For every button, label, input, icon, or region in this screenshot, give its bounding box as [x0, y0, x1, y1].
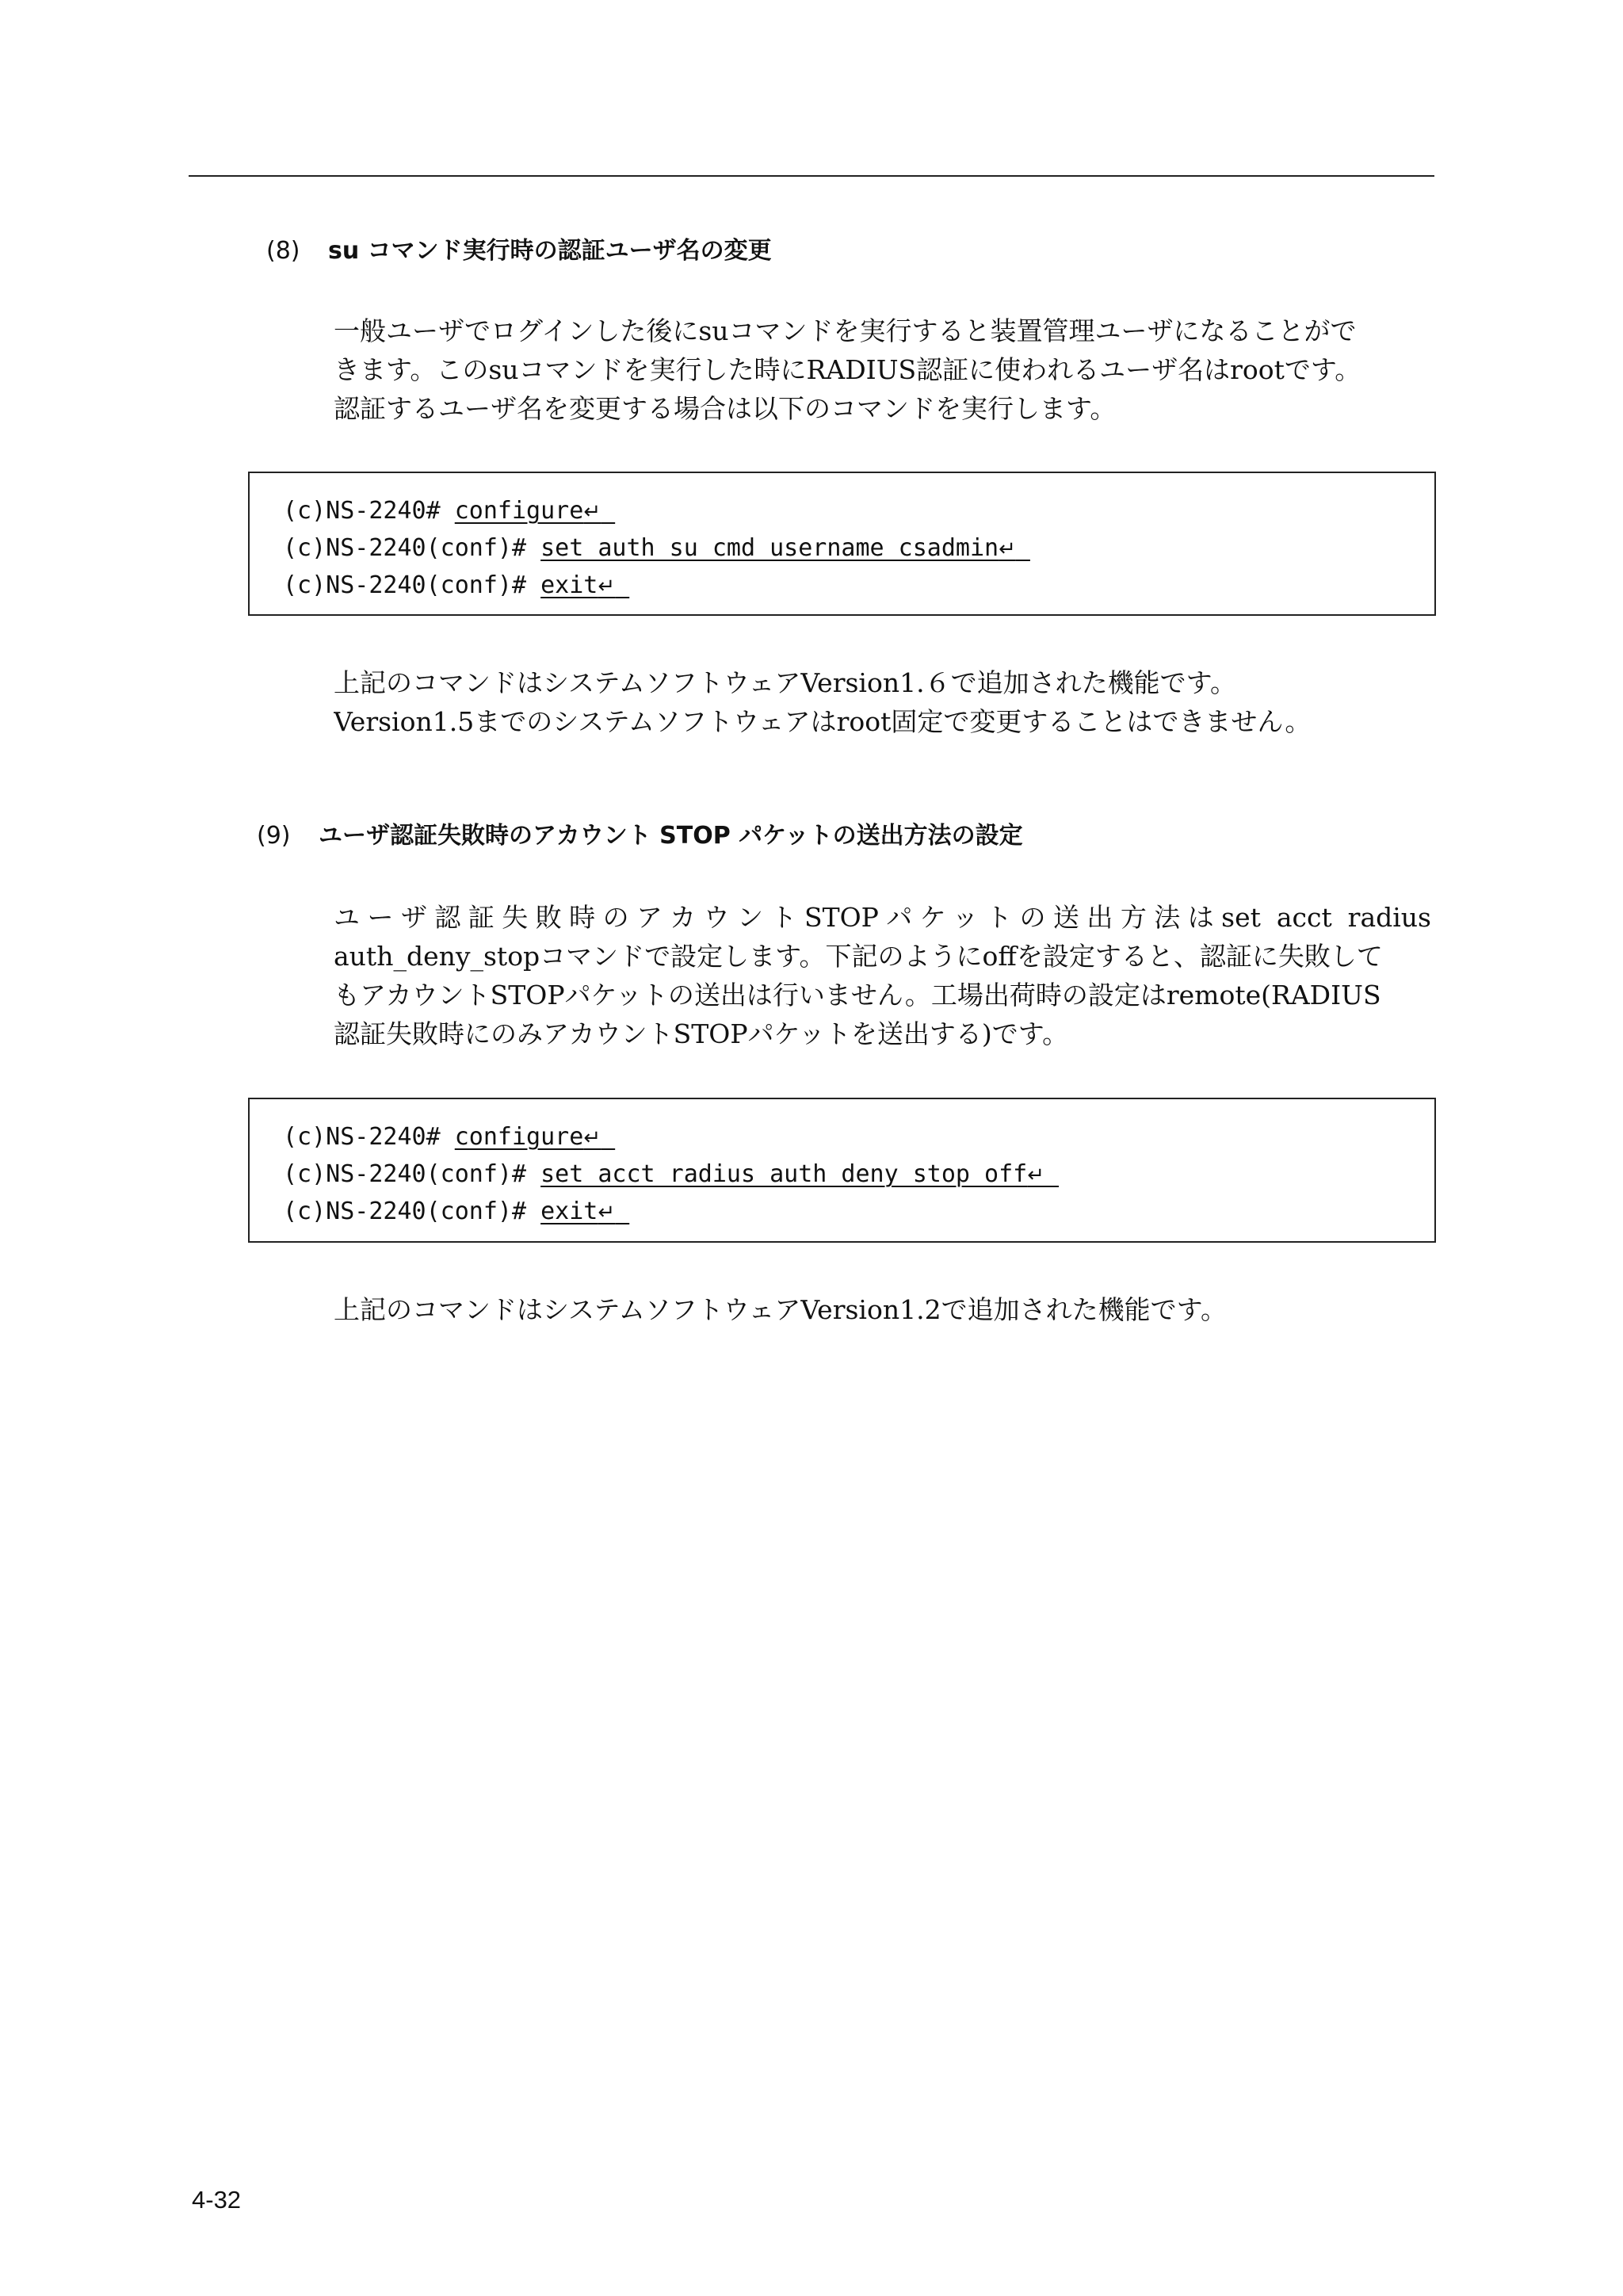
command-prompt: (c)NS-2240(conf)#	[283, 1160, 541, 1188]
section-8-paragraph	[334, 311, 1431, 428]
paragraph-line: きます。このsuコマンドを実行した時にRADIUS認証に使われるユーザ名はrootです。	[334, 354, 1361, 385]
section-8-title: su コマンド実行時の認証ユーザ名の変更	[328, 237, 772, 265]
paragraph-line: 一般ユーザでログインした後にsuコマンドを実行すると装置管理ユーザになることがで	[334, 315, 1357, 346]
command-line	[283, 567, 1434, 604]
note-line: 上記のコマンドはシステムソフトウェアVersion1.６で追加された機能です。	[334, 667, 1236, 698]
enter-icon: ↵	[1027, 1163, 1044, 1187]
section-8-note	[334, 663, 1431, 741]
command-text: configure	[454, 1123, 584, 1151]
section-9-note	[334, 1290, 1431, 1329]
command-text: configure	[454, 497, 584, 525]
section-8-heading	[266, 239, 772, 263]
enter-icon: ↵	[583, 1126, 601, 1150]
paragraph-line: ユーザ認証失敗時のアカウントSTOPパケットの送出方法はset acct radius	[334, 902, 1431, 933]
note-line: Version1.5までのシステムソフトウェアはroot固定で変更することはできません。	[334, 706, 1312, 737]
section-9-title: ユーザ認証失敗時のアカウント STOP パケットの送出方法の設定	[319, 822, 1023, 850]
enter-icon: ↵	[583, 500, 601, 524]
page-number: 4-32	[192, 2186, 242, 2214]
enter-icon: ↵	[598, 1201, 616, 1224]
command-text: set acct radius auth_deny_stop off	[540, 1160, 1028, 1188]
command-line	[283, 492, 1434, 529]
paragraph-line: もアカウントSTOPパケットの送出は行いません。工場出荷時の設定はremote(RADIUS	[334, 980, 1381, 1010]
header-rule	[189, 175, 1434, 177]
command-text: exit	[540, 571, 598, 599]
enter-icon: ↵	[999, 537, 1016, 561]
command-line	[283, 1156, 1434, 1193]
section-9-heading	[257, 824, 1023, 848]
note-line: 上記のコマンドはシステムソフトウェアVersion1.2で追加された機能です。	[334, 1294, 1227, 1325]
section-8-command-box	[248, 472, 1436, 616]
command-prompt: (c)NS-2240#	[283, 497, 455, 525]
section-9-number: (9)	[257, 822, 291, 850]
paragraph-line: auth_deny_stopコマンドで設定します。下記のようにoffを設定すると、認証に失敗して	[334, 941, 1383, 972]
paragraph-line: 認証失敗時にのみアカウントSTOPパケットを送出する)です。	[334, 1018, 1069, 1049]
command-line	[283, 1193, 1434, 1230]
command-prompt: (c)NS-2240#	[283, 1123, 455, 1151]
command-prompt: (c)NS-2240(conf)#	[283, 571, 541, 599]
section-8-number: (8)	[266, 237, 300, 265]
command-line	[283, 1118, 1434, 1156]
command-text: set auth su_cmd username csadmin	[540, 534, 999, 562]
section-9-command-box	[248, 1098, 1436, 1243]
command-prompt: (c)NS-2240(conf)#	[283, 534, 541, 562]
paragraph-line: 認証するユーザ名を変更する場合は以下のコマンドを実行します。	[334, 393, 1117, 424]
enter-icon: ↵	[598, 575, 616, 598]
command-prompt: (c)NS-2240(conf)#	[283, 1198, 541, 1225]
section-9-paragraph	[334, 898, 1431, 1053]
command-text: exit	[540, 1198, 598, 1225]
command-line	[283, 529, 1434, 567]
